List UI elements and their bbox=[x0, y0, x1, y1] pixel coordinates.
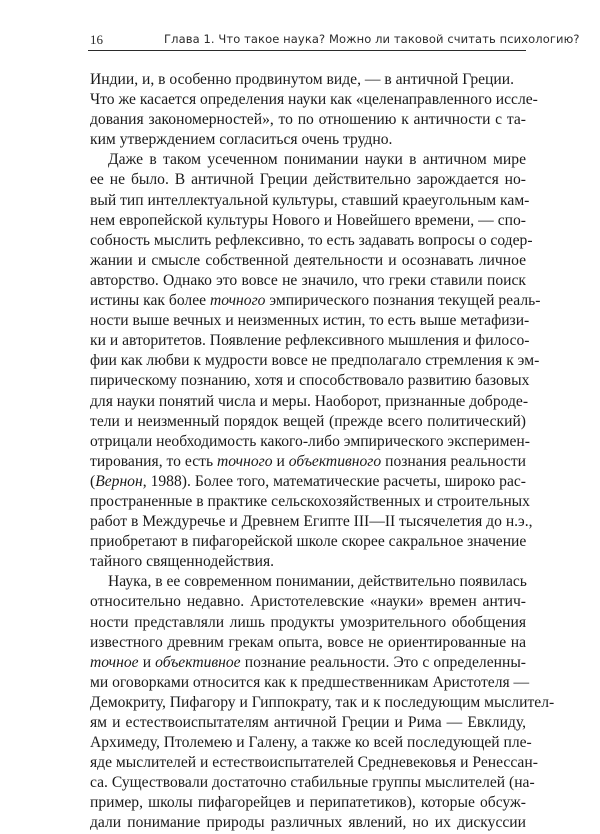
text-segment: истины как более bbox=[90, 292, 210, 310]
text-line bbox=[90, 613, 526, 633]
text-segment: собность мыслить рефлексивно, то есть задавать вопросы о содер- bbox=[90, 231, 533, 249]
text-line bbox=[90, 170, 526, 190]
text-segment: ми оговорками относится как к предшественникам Аристотеля — bbox=[90, 673, 530, 691]
text-segment: , 1988). Более того, математические расчеты, широко рас- bbox=[142, 472, 526, 490]
text-segment: пример, школы пифагорейцев и перипатетиков), которые обсуж- bbox=[90, 794, 526, 812]
text-line bbox=[90, 412, 526, 432]
text-segment: и bbox=[138, 653, 156, 671]
chapter-title: Глава 1. Что такое наука? Можно ли таковой считать психологию? bbox=[164, 32, 580, 46]
text-segment: эмпирического познания текущей реаль- bbox=[265, 292, 541, 310]
italic-term: Вернон bbox=[95, 472, 143, 490]
text-segment: яде мыслителей и естествоиспытателей Средневековья и Ренессан- bbox=[90, 754, 538, 772]
text-line bbox=[90, 793, 526, 813]
text-line bbox=[90, 653, 526, 673]
text-line bbox=[90, 693, 555, 713]
text-line bbox=[90, 331, 530, 351]
text-segment: нем европейской культуры Нового и Новейшего времени, — спо- bbox=[90, 211, 526, 229]
text-line bbox=[90, 231, 533, 251]
text-line bbox=[90, 552, 526, 572]
italic-term: точное bbox=[90, 653, 139, 671]
text-segment: тели и неизменный порядок вещей (прежде всего политический) bbox=[90, 412, 526, 430]
text-line bbox=[90, 291, 541, 311]
text-line bbox=[90, 633, 526, 653]
text-segment: ки и авторитетов. Появление рефлексивного мышления и филосо- bbox=[90, 332, 530, 350]
text-line bbox=[90, 492, 530, 512]
text-segment: ям и естествоиспытателям античной Греции и Рима — Евклиду, bbox=[90, 714, 526, 731]
text-segment: пирическому познанию, хотя и способствовало развитию базовых bbox=[90, 372, 530, 390]
text-line bbox=[90, 532, 526, 552]
text-line bbox=[90, 150, 526, 170]
text-segment: жании и смысле собственной деятельности и осознавать личное bbox=[90, 251, 526, 269]
text-line bbox=[90, 773, 535, 793]
text-line bbox=[90, 70, 526, 90]
text-line bbox=[90, 572, 526, 592]
text-line bbox=[90, 592, 526, 612]
italic-term: объективное bbox=[155, 653, 241, 671]
text-line bbox=[90, 110, 526, 130]
text-segment: тайного священнодействия. bbox=[90, 553, 275, 571]
italic-term: объективного bbox=[288, 452, 382, 470]
text-segment: Даже в таком усеченном понимании науки в античном мире bbox=[108, 151, 526, 169]
text-segment: са. Существовали достаточно стабильные группы мыслителей (на- bbox=[90, 774, 535, 792]
page-number: 16 bbox=[90, 32, 103, 47]
running-header bbox=[88, 30, 580, 51]
text-segment: Архимеду, Птолемею и Галену, а также ко всей последующей пле- bbox=[90, 734, 532, 752]
text-segment: Что же касается определения науки как «целенаправленного иссле- bbox=[90, 91, 538, 109]
text-segment: ( bbox=[90, 472, 96, 490]
text-line bbox=[90, 753, 538, 773]
text-line bbox=[90, 432, 530, 452]
text-segment: тирования, то есть bbox=[90, 452, 218, 470]
text-line bbox=[90, 813, 526, 833]
italic-term: точного bbox=[217, 452, 273, 470]
text-segment: ности представляли лишь продукты умозрительного обобщения bbox=[90, 613, 526, 631]
text-segment: Наука, в ее современном понимании, действительно появилась bbox=[108, 573, 527, 591]
text-segment: вый тип интеллектуальной культуры, ставший краеугольным кам- bbox=[90, 191, 530, 209]
text-segment: познания реальности bbox=[381, 452, 526, 470]
text-line bbox=[90, 90, 538, 110]
text-line bbox=[90, 472, 526, 492]
text-segment: Индии, и, в особенно продвинутом виде, — в античной Греции. bbox=[90, 71, 514, 88]
text-segment: познание реальности. Это с определенны- bbox=[240, 653, 526, 671]
text-segment: ности выше вечных и неизменных истин, то есть выше метафизи- bbox=[90, 312, 530, 330]
text-line bbox=[90, 371, 530, 391]
text-segment: и bbox=[272, 452, 289, 470]
text-segment: ким утверждением согласиться очень трудно. bbox=[90, 131, 393, 149]
text-segment: дования закономерностей», то по отношению к античности с та- bbox=[90, 111, 526, 129]
italic-term: точного bbox=[209, 292, 266, 310]
text-segment: Демокриту, Пифагору и Гиппократу, так и к последующим мыслител- bbox=[90, 693, 555, 711]
text-line bbox=[90, 211, 526, 231]
text-line bbox=[90, 351, 540, 371]
text-line bbox=[90, 251, 526, 271]
text-segment: фии как любви к мудрости вовсе не предполагало стремления к эм- bbox=[90, 352, 540, 370]
text-segment: работ в Междуречье и Древнем Египте III—II тысячелетия до н.э., bbox=[90, 513, 533, 531]
text-line bbox=[90, 452, 526, 472]
text-line bbox=[90, 311, 530, 331]
text-line bbox=[90, 392, 529, 412]
text-line bbox=[90, 512, 533, 532]
text-line bbox=[90, 733, 532, 753]
text-segment: относительно недавно. Аристотелевские «науки» времен антич- bbox=[90, 593, 526, 611]
text-segment: ее не было. В античной Греции действительно зарождается но- bbox=[90, 171, 526, 189]
body-text bbox=[90, 70, 555, 834]
text-segment: для науки понятий числа и меры. Наоборот, признанные доброде- bbox=[90, 392, 529, 410]
text-line bbox=[90, 713, 526, 733]
text-segment: известного древним грекам опыта, вовсе не ориентированные на bbox=[90, 633, 526, 651]
text-segment: авторство. Однако это вовсе не значило, что греки ставили поиск bbox=[90, 271, 526, 289]
text-line bbox=[90, 271, 526, 291]
text-segment: дали понимание природы различных явлений, но их дискуссии bbox=[90, 814, 526, 832]
text-segment: приобретают в пифагорейской школе скорее сакральное значение bbox=[90, 533, 527, 551]
text-segment: отрицали необходимость какого-либо эмпирического эксперимен- bbox=[90, 432, 530, 450]
text-line bbox=[90, 191, 530, 211]
text-line bbox=[90, 130, 526, 150]
text-segment: пространенные в практике сельскохозяйственных и строительных bbox=[90, 492, 530, 510]
text-line bbox=[90, 673, 530, 693]
